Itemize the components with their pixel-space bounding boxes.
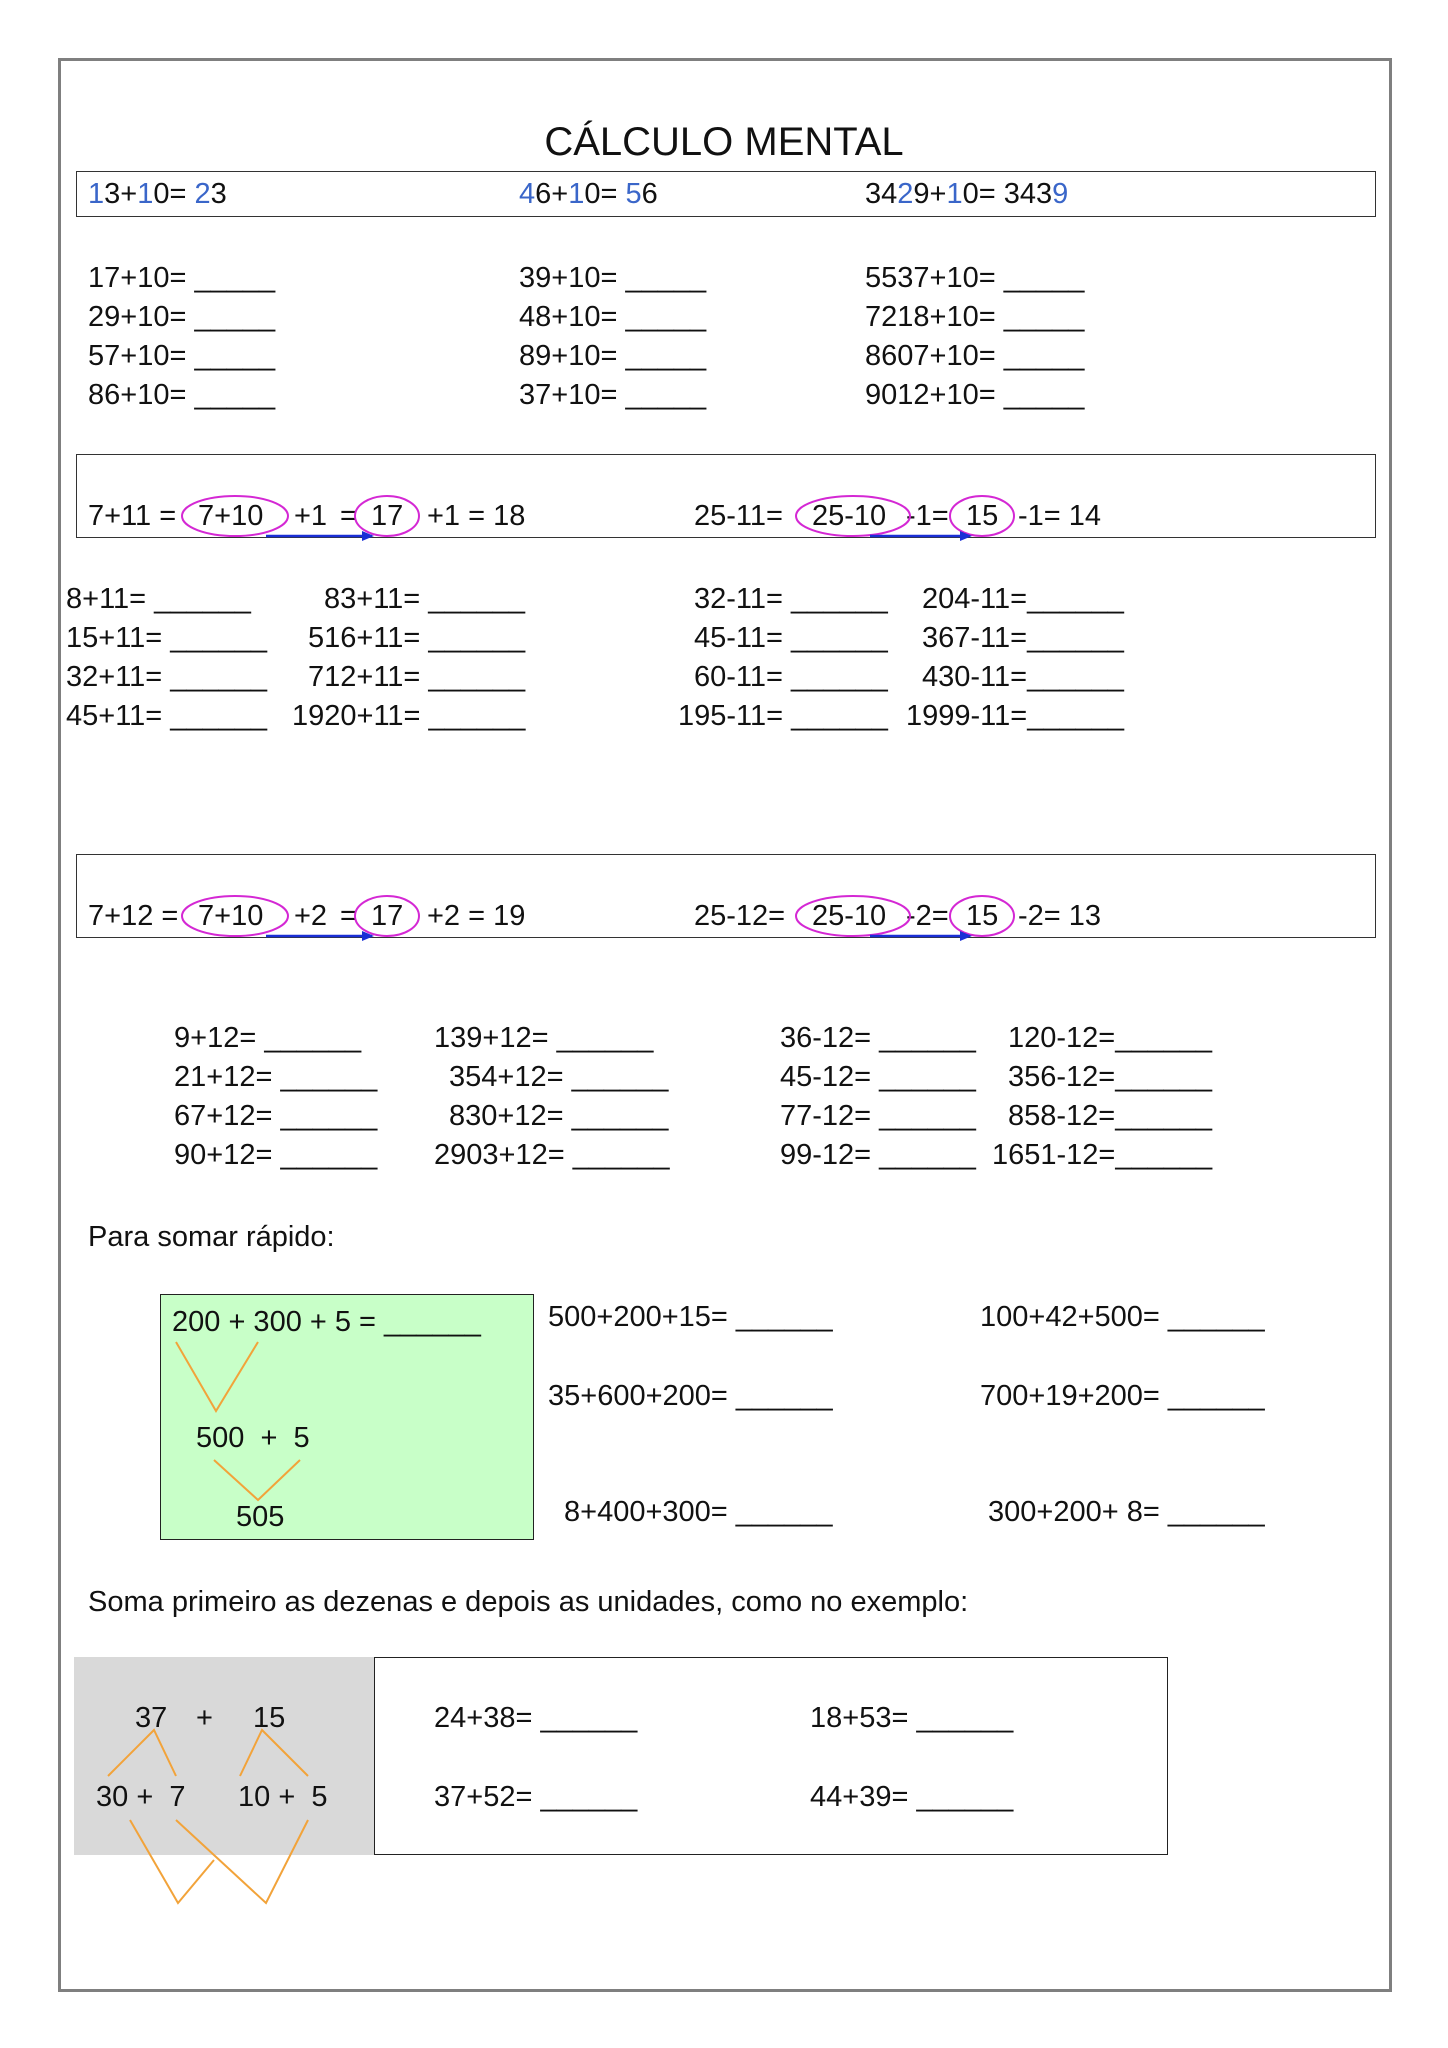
fast-sum-example-line1: 200 + 300 + 5 = ______ bbox=[172, 1306, 481, 1338]
tens-units-example-a-split: 30 + 7 bbox=[96, 1781, 186, 1813]
tens-units-example-b-split: 10 + 5 bbox=[238, 1781, 328, 1813]
exercise-item: 90+12= ______ bbox=[174, 1139, 378, 1171]
exercise-item: 18+53= ______ bbox=[810, 1702, 1014, 1734]
ex11-left-lead: 7+11 = bbox=[88, 500, 177, 532]
exercise-item: 300+200+ 8= ______ bbox=[988, 1496, 1265, 1528]
exercise-item: 37+10= _____ bbox=[519, 379, 707, 411]
ex12-left-tail: +2 = 19 bbox=[427, 900, 526, 932]
exercise-item: 367-11=______ bbox=[922, 622, 1124, 654]
ex12-left-circle1: 7+10 bbox=[198, 900, 264, 932]
exercise-item: 204-11=______ bbox=[922, 583, 1124, 615]
exercise-item: 8+400+300= ______ bbox=[564, 1496, 833, 1528]
exercise-item: 5537+10= _____ bbox=[865, 262, 1085, 294]
fast-sum-example-line2: 500 + 5 bbox=[196, 1422, 310, 1454]
ex11-right-circle2: 15 bbox=[966, 500, 999, 532]
exercise-item: 712+11= ______ bbox=[308, 661, 526, 693]
exercise-item: 48+10= _____ bbox=[519, 301, 707, 333]
exercise-item: 39+10= _____ bbox=[519, 262, 707, 294]
exercise-item: 1651-12=______ bbox=[992, 1139, 1213, 1171]
exercise-item: 89+10= _____ bbox=[519, 340, 707, 372]
exercise-item: 15+11= ______ bbox=[66, 622, 268, 654]
exercise-item: 37+52= ______ bbox=[434, 1781, 638, 1813]
ex11-left-circle1: 7+10 bbox=[198, 500, 264, 532]
exercise-item: 858-12=______ bbox=[1008, 1100, 1213, 1132]
exercise-item: 86+10= _____ bbox=[88, 379, 276, 411]
ex11-left-eq: = bbox=[340, 500, 357, 532]
example-plus10-c: 3429+10= 3439 bbox=[865, 178, 1069, 210]
fast-sum-example-line3: 505 bbox=[236, 1501, 285, 1533]
tens-units-heading: Soma primeiro as dezenas e depois as unidades, como no exemplo: bbox=[88, 1586, 969, 1618]
tens-units-exercise-box bbox=[374, 1657, 1168, 1855]
exercise-item: 354+12= ______ bbox=[449, 1061, 669, 1093]
fast-sum-heading: Para somar rápido: bbox=[88, 1221, 335, 1253]
exercise-item: 45-11= ______ bbox=[694, 622, 888, 654]
exercise-item: 99-12= ______ bbox=[780, 1139, 976, 1171]
exercise-item: 24+38= ______ bbox=[434, 1702, 638, 1734]
tens-units-example-bg bbox=[74, 1657, 374, 1855]
exercise-item: 700+19+200= ______ bbox=[980, 1380, 1265, 1412]
exercise-item: 100+42+500= ______ bbox=[980, 1301, 1265, 1333]
ex11-left-tail: +1 = 18 bbox=[427, 500, 526, 532]
example-plus10-b: 46+10= 56 bbox=[519, 178, 658, 210]
ex11-right-lead: 25-11= bbox=[694, 500, 783, 532]
ex11-right-circle1: 25-10 bbox=[812, 500, 887, 532]
exercise-item: 1999-11=______ bbox=[906, 700, 1124, 732]
exercise-item: 77-12= ______ bbox=[780, 1100, 976, 1132]
exercise-item: 830+12= ______ bbox=[449, 1100, 669, 1132]
ex12-left-lead: 7+12 = bbox=[88, 900, 179, 932]
ex11-right-mid: -1= bbox=[906, 500, 949, 532]
ex11-left-mid: +1 bbox=[294, 500, 328, 532]
exercise-item: 2903+12= ______ bbox=[434, 1139, 670, 1171]
exercise-item: 21+12= ______ bbox=[174, 1061, 378, 1093]
example-box-plus10 bbox=[76, 171, 1376, 217]
exercise-item: 120-12=______ bbox=[1008, 1022, 1213, 1054]
exercise-item: 44+39= ______ bbox=[810, 1781, 1014, 1813]
exercise-item: 1920+11= ______ bbox=[292, 700, 526, 732]
exercise-item: 430-11=______ bbox=[922, 661, 1124, 693]
page-title: CÁLCULO MENTAL bbox=[544, 120, 904, 164]
tens-units-example-plus: + bbox=[196, 1702, 213, 1734]
exercise-item: 67+12= ______ bbox=[174, 1100, 378, 1132]
exercise-item: 32-11= ______ bbox=[694, 583, 888, 615]
exercise-item: 356-12=______ bbox=[1008, 1061, 1213, 1093]
exercise-item: 17+10= _____ bbox=[88, 262, 276, 294]
ex12-left-circle2: 17 bbox=[371, 900, 404, 932]
ex11-left-circle2: 17 bbox=[371, 500, 404, 532]
exercise-item: 45+11= ______ bbox=[66, 700, 268, 732]
ex12-left-mid: +2 bbox=[294, 900, 328, 932]
exercise-item: 500+200+15= ______ bbox=[548, 1301, 833, 1333]
exercise-item: 36-12= ______ bbox=[780, 1022, 976, 1054]
tens-units-example-b: 15 bbox=[253, 1702, 286, 1734]
ex12-right-lead: 25-12= bbox=[694, 900, 786, 932]
exercise-item: 195-11= ______ bbox=[678, 700, 888, 732]
exercise-item: 60-11= ______ bbox=[694, 661, 888, 693]
example-plus10-a: 13+10= 23 bbox=[88, 178, 227, 210]
exercise-item: 7218+10= _____ bbox=[865, 301, 1085, 333]
exercise-item: 57+10= _____ bbox=[88, 340, 276, 372]
ex12-right-tail: -2= 13 bbox=[1018, 900, 1102, 932]
exercise-item: 45-12= ______ bbox=[780, 1061, 976, 1093]
ex12-right-circle1: 25-10 bbox=[812, 900, 887, 932]
exercise-item: 9+12= ______ bbox=[174, 1022, 362, 1054]
ex12-right-circle2: 15 bbox=[966, 900, 999, 932]
exercise-item: 139+12= ______ bbox=[434, 1022, 654, 1054]
exercise-item: 35+600+200= ______ bbox=[548, 1380, 833, 1412]
exercise-item: 32+11= ______ bbox=[66, 661, 268, 693]
exercise-item: 29+10= _____ bbox=[88, 301, 276, 333]
tens-units-example-a: 37 bbox=[135, 1702, 168, 1734]
ex12-left-eq: = bbox=[340, 900, 357, 932]
exercise-item: 516+11= ______ bbox=[308, 622, 526, 654]
exercise-item: 9012+10= _____ bbox=[865, 379, 1085, 411]
ex12-right-mid: -2= bbox=[906, 900, 949, 932]
exercise-item: 83+11= ______ bbox=[324, 583, 526, 615]
ex11-right-tail: -1= 14 bbox=[1018, 500, 1102, 532]
exercise-item: 8607+10= _____ bbox=[865, 340, 1085, 372]
exercise-item: 8+11= ______ bbox=[66, 583, 251, 615]
